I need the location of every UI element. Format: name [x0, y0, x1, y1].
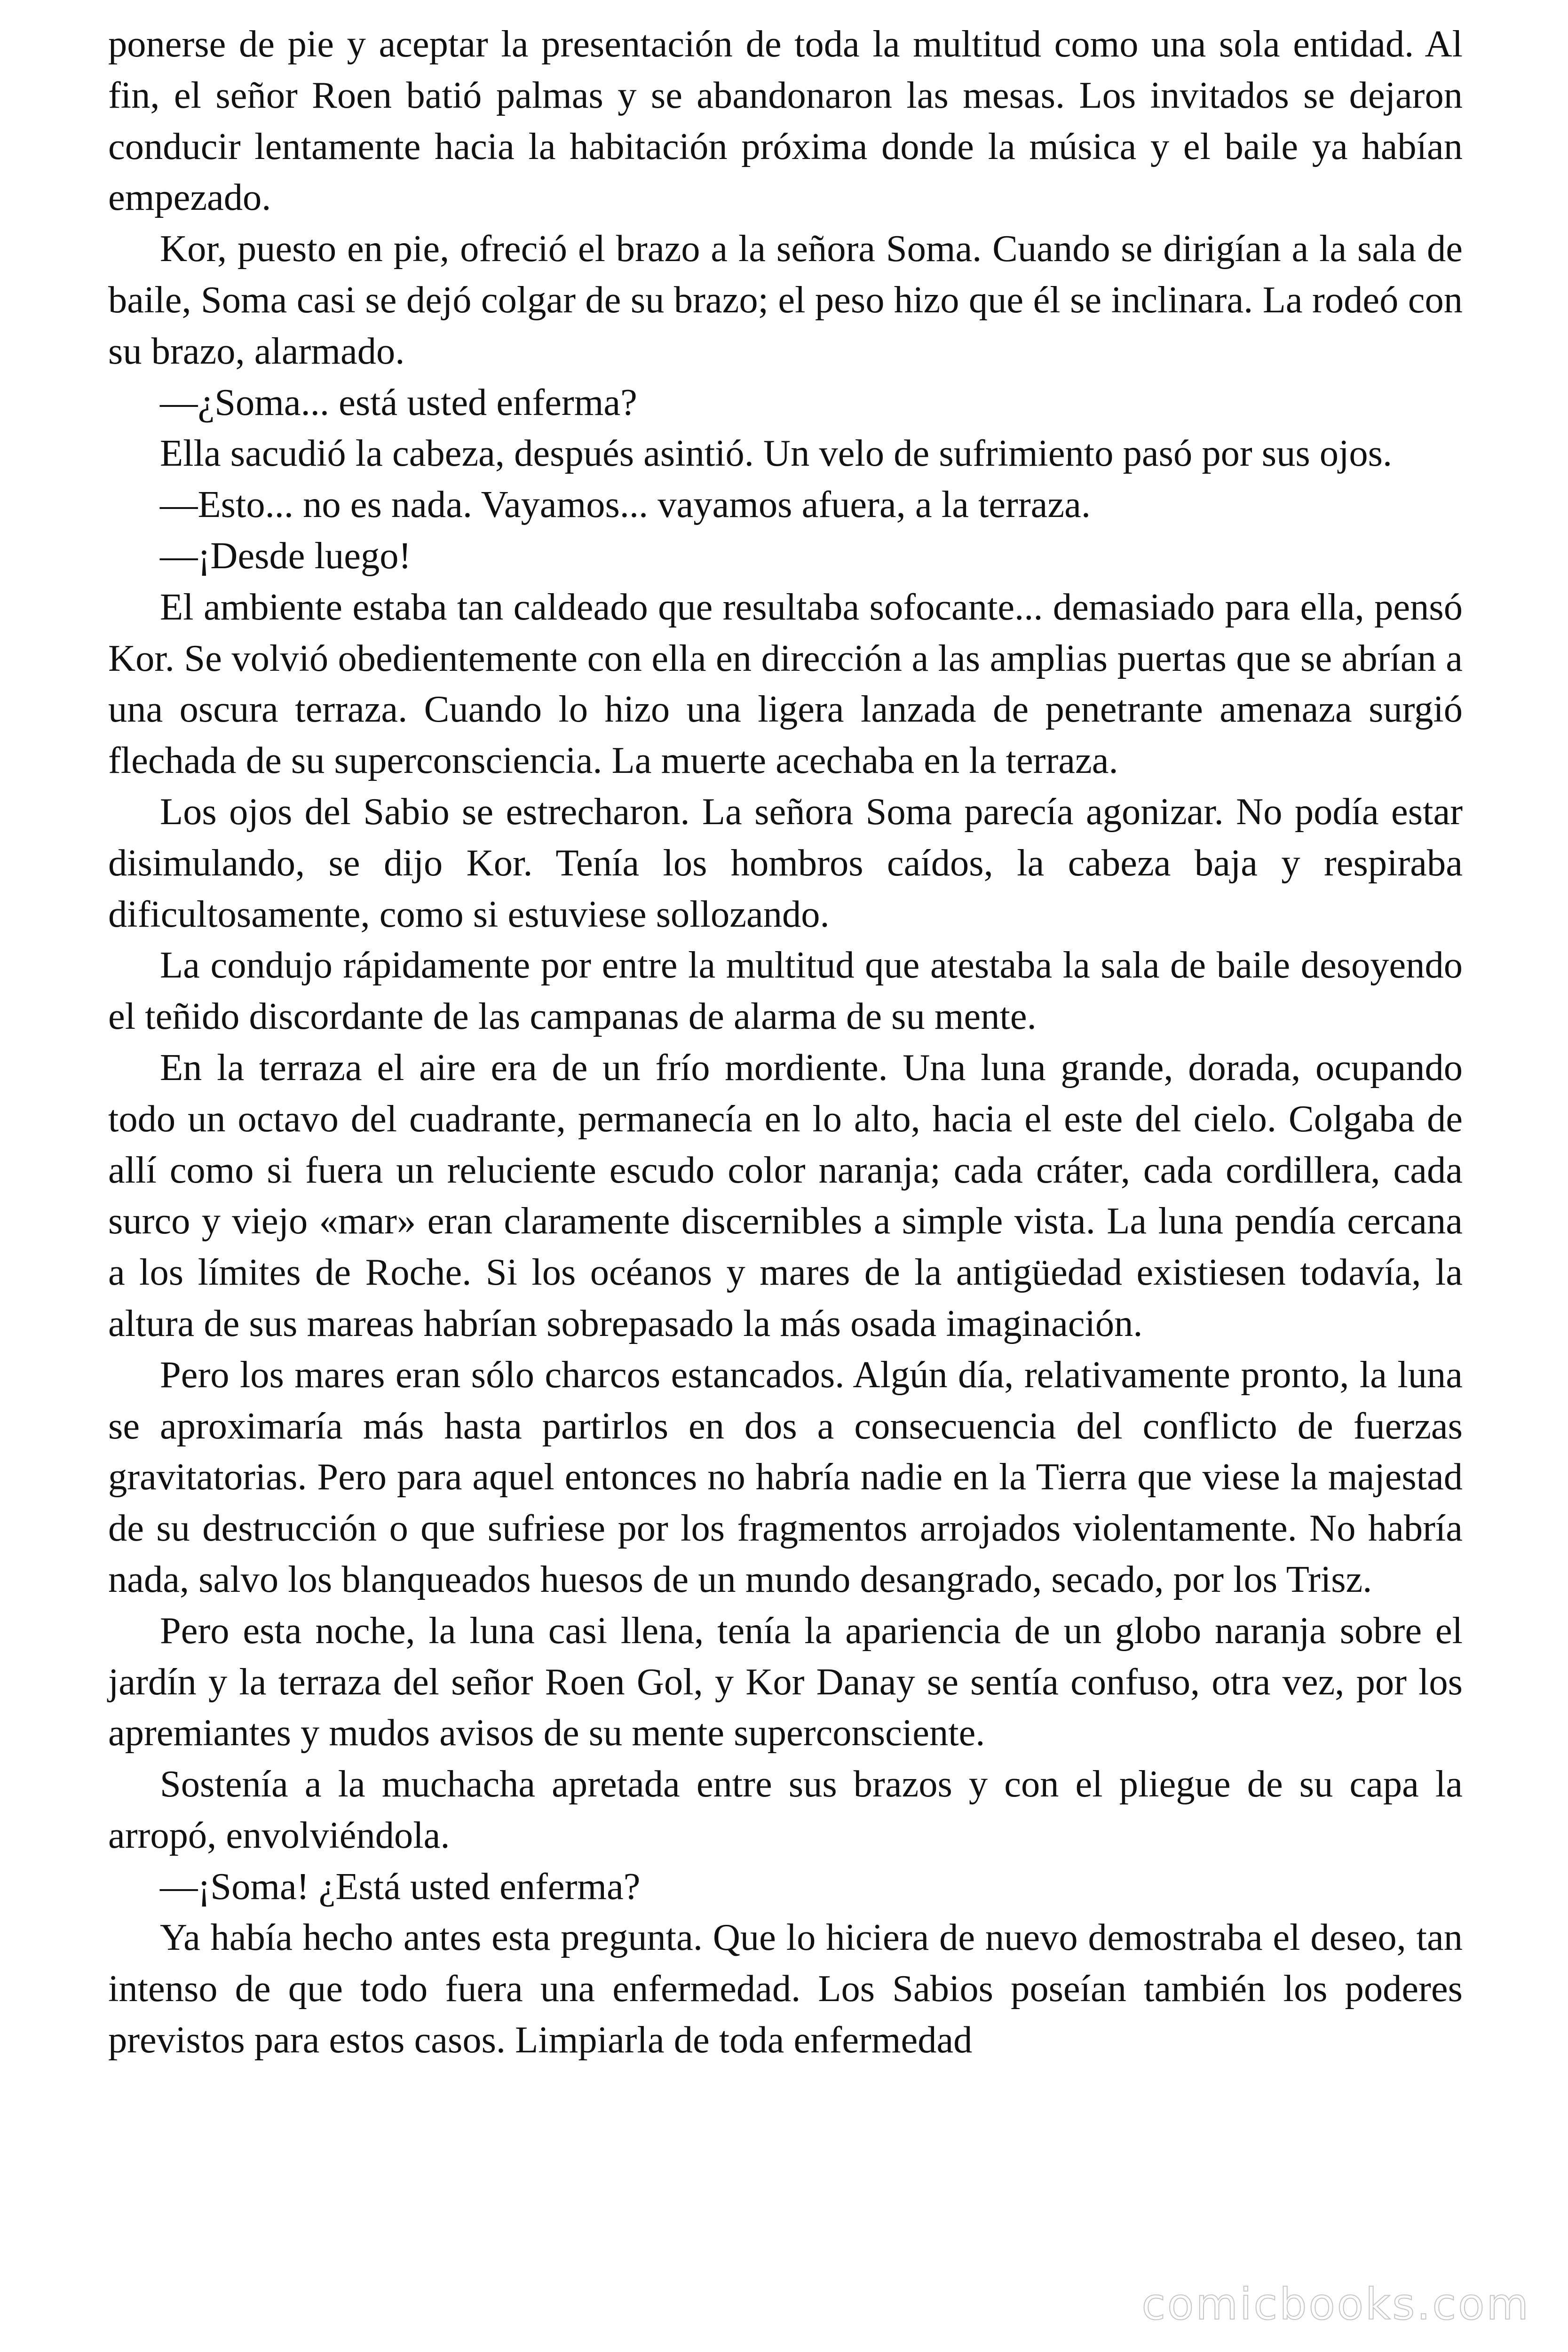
paragraph: En la terraza el aire era de un frío mordiente. Una luna grande, dorada, ocupando todo un octavo del cuadrante, permanecía en lo alto, hacia el este del cielo. Colgaba de allí como si fuera un reluciente escudo color naranja; cada cráter, cada cordillera, cada surco y viejo «mar» eran claramente discernibles a simple vista. La luna pendía cercana a los límites de Roche. Si los océanos y mares de la antigüedad existiesen todavía, la altura de sus mareas habrían sobrepasado la más osada imaginación. [108, 1046, 1463, 1344]
paragraph: Sostenía a la muchacha apretada entre sus brazos y con el pliegue de su capa la arropó, envolviéndola. [108, 1763, 1463, 1856]
watermark: comicbooks.com [1141, 2279, 1530, 2329]
paragraph: Pero esta noche, la luna casi llena, tenía la apariencia de un globo naranja sobre el jardín y la terraza del señor Roen Gol, y Kor Danay se sentía confuso, otra vez, por los apremiantes y mudos avisos de su mente superconsciente. [108, 1609, 1463, 1754]
paragraph: —Esto... no es nada. Vayamos... vayamos afuera, a la terraza. [160, 484, 1091, 526]
paragraph: —¡Soma! ¿Está usted enferma? [160, 1865, 641, 1907]
paragraph: Pero los mares eran sólo charcos estancados. Algún día, relativamente pronto, la luna se aproximaría más hasta partirlos en dos a consecuencia del conflicto de fuerzas gravitatorias. Pero para aquel entonces no habría nadie en la Tierra que viese la majestad de su destrucción o que sufriese por los fragmentos arrojados violentamente. No habría nada, salvo los blanqueados huesos de un mundo desangrado, secado, por los Trisz. [108, 1353, 1463, 1600]
paragraph: —¿Soma... está usted enferma? [160, 381, 637, 423]
paragraph: Kor, puesto en pie, ofreció el brazo a la señora Soma. Cuando se dirigían a la sala de baile, Soma casi se dejó colgar de su brazo; el peso hizo que él se inclinara. La rodeó con su brazo, alarmado. [108, 228, 1463, 372]
paragraph: Los ojos del Sabio se estrecharon. La señora Soma parecía agonizar. No podía estar disimulando, se dijo Kor. Tenía los hombros caídos, la cabeza baja y respiraba dificultosamente, como si estuviese sollozando. [108, 790, 1463, 935]
paragraph: Ella sacudió la cabeza, después asintió. Un velo de sufrimiento pasó por sus ojos. [160, 432, 1393, 475]
paragraph: Ya había hecho antes esta pregunta. Que lo hiciera de nuevo demostraba el deseo, tan intenso de que todo fuera una enfermedad. Los Sabios poseían también los poderes previstos para estos casos. Limpiarla de toda enfermedad [108, 1916, 1463, 2061]
paragraph: ponerse de pie y aceptar la presentación de toda la multitud como una sola entidad. Al fin, el señor Roen batió palmas y se abandonaron las mesas. Los invitados se dejaron conducir lentamente hacia la habitación próxima donde la música y el baile ya habían empezado. [108, 23, 1463, 219]
paragraph: El ambiente estaba tan caldeado que resultaba sofocante... demasiado para ella, pensó Kor. Se volvió obedientemente con ella en dirección a las amplias puertas que se abrían a una oscura terraza. Cuando lo hizo una ligera lanzada de penetrante amenaza surgió flechada de su superconsciencia. La muerte acechaba en la terraza. [108, 586, 1463, 782]
book-page-text [108, 19, 1463, 2066]
paragraph: —¡Desde luego! [160, 534, 412, 577]
paragraph: La condujo rápidamente por entre la multitud que atestaba la sala de baile desoyendo el teñido discordante de las campanas de alarma de su mente. [108, 944, 1463, 1038]
